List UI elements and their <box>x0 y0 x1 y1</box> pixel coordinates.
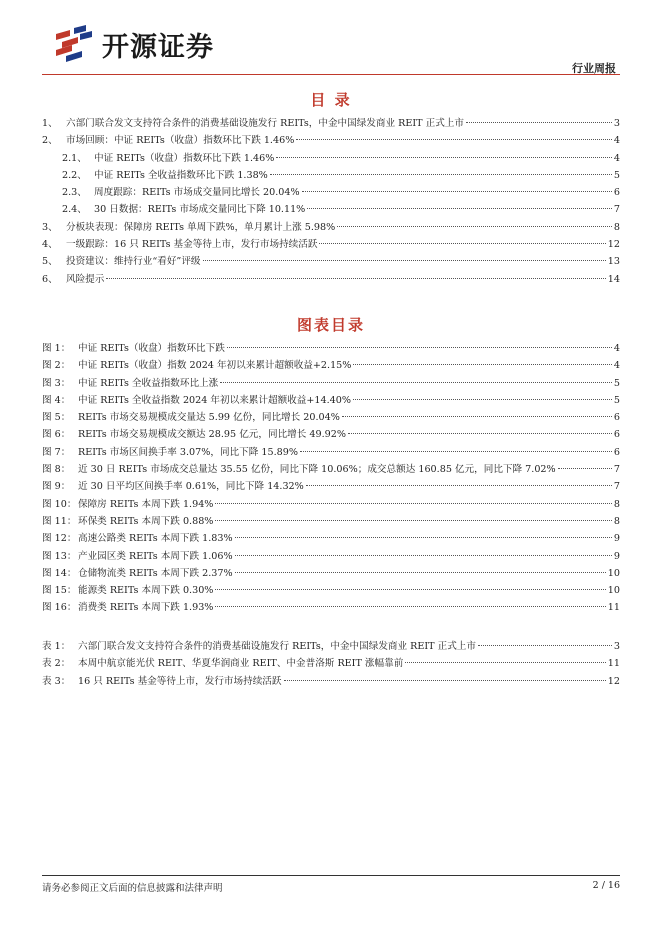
figure-entry-label <box>42 357 351 371</box>
toc-entry[interactable] <box>42 271 620 288</box>
figure-entry-text: 消费类 REITs 本周下跌 1.93% <box>78 602 214 614</box>
figure-entry-page: 8 <box>613 515 620 527</box>
toc-entry-text: 分板块表现：保障房 REITs 单周下跌%，单月累计上涨 5.98% <box>66 221 336 233</box>
figures-title: 图表目录 <box>296 316 365 334</box>
figure-entry-number: 图 5： <box>42 412 71 424</box>
figure-entry-text: 近 30 日 REITs 市场成交总量达 35.55 亿份，同比下降 10.06%；成交总额达 160.85 亿元，同比下降 7.02% <box>78 464 556 476</box>
figure-entry-label <box>42 375 218 389</box>
figure-entry[interactable] <box>42 582 620 599</box>
dot-leader <box>558 468 612 469</box>
figure-entry-page: 11 <box>607 602 620 614</box>
figure-entry[interactable] <box>42 340 620 357</box>
figure-entry-label <box>42 599 213 613</box>
toc-entry-text: 投资建议：维持行业“看好”评级 <box>66 256 201 268</box>
toc-entry-label <box>42 219 335 233</box>
toc-entry-page: 13 <box>607 256 620 268</box>
table-entry-page: 11 <box>607 658 620 670</box>
figures-list <box>42 340 620 617</box>
figure-entry[interactable] <box>42 599 620 616</box>
dot-leader <box>296 139 612 140</box>
toc-entry-text: 中证 REITs 全收益指数环比下跌 1.38% <box>94 169 268 181</box>
dot-leader <box>270 174 612 175</box>
figure-entry-label <box>42 582 213 596</box>
toc-entry-page: 7 <box>613 204 620 216</box>
figure-entry-label <box>42 340 225 354</box>
toc-entry-label <box>42 132 294 146</box>
toc-entry-page: 12 <box>607 239 620 251</box>
figure-entry-text: 保障房 REITs 本周下跌 1.94% <box>78 498 214 510</box>
figure-entry-number: 图 15： <box>42 585 77 597</box>
toc-entry-text: 30 日数据：REITs 市场成交量同比下降 10.11% <box>94 204 306 216</box>
table-entry-number: 表 1： <box>42 641 71 652</box>
toc-entry-page: 4 <box>613 152 620 164</box>
figure-entry-text: 产业园区类 REITs 本周下跌 1.06% <box>78 550 233 562</box>
dot-leader <box>302 191 612 192</box>
figure-entry-label <box>42 565 233 579</box>
brand-logo <box>52 24 214 64</box>
figure-entry-text: REITs 市场交易规模成交量达 5.99 亿份，同比增长 20.04% <box>78 412 340 424</box>
toc-entry-text: 市场回顾：中证 REITs（收盘）指数环比下跌 1.46% <box>66 135 295 147</box>
dot-leader <box>319 243 605 244</box>
figure-entry-label <box>42 548 233 562</box>
toc-entry-page: 8 <box>613 221 620 233</box>
dot-leader <box>220 382 612 383</box>
toc-entry-number: 1、 <box>42 118 58 129</box>
figure-entry-number: 图 9： <box>42 481 71 493</box>
figure-entry-number: 图 10： <box>42 498 77 510</box>
dot-leader <box>227 347 612 348</box>
figure-entry-number: 图 6： <box>42 429 71 441</box>
table-entry-text: 本周中航京能光伏 REIT、华夏华润商业 REIT、中金普洛斯 REIT 涨幅靠前 <box>78 658 404 670</box>
figure-entry-text: 近 30 日平均区间换手率 0.61%，同比下降 14.32% <box>78 481 304 493</box>
toc-entry[interactable] <box>42 132 620 149</box>
toc-entry-number: 2.4、 <box>62 204 87 216</box>
toc-entry[interactable] <box>42 253 620 270</box>
toc-entry-label <box>62 150 274 164</box>
dot-leader <box>284 680 606 681</box>
toc-entry-number: 4、 <box>42 239 58 251</box>
dot-leader <box>215 606 605 607</box>
toc-entry-label <box>42 115 464 129</box>
toc-entry-label <box>62 201 305 215</box>
figure-entry-number: 图 3： <box>42 377 71 389</box>
footer-disclaimer: 请务必参阅正文后面的信息披露和法律声明 <box>42 883 223 894</box>
dot-leader <box>235 555 612 556</box>
toc-entry-text: 周度跟踪：REITs 市场成交量同比增长 20.04% <box>94 187 300 199</box>
figure-entry-page: 6 <box>613 446 620 458</box>
toc-entry-page: 14 <box>607 273 620 285</box>
toc-title: 目 录 <box>310 91 352 109</box>
toc-entry-number: 2.2、 <box>62 169 87 181</box>
table-entry-text: 16 只 REITs 基金等待上市，发行市场持续活跃 <box>78 675 282 687</box>
figure-entry[interactable] <box>42 409 620 426</box>
figure-entry[interactable] <box>42 444 620 461</box>
table-entry[interactable] <box>42 655 620 672</box>
toc-entry[interactable] <box>42 184 620 201</box>
page-number: 2 / 16 <box>592 880 620 891</box>
figure-entry-page: 4 <box>613 343 620 354</box>
toc-entry-label <box>42 271 104 285</box>
toc-entry-text: 六部门联合发文支持符合条件的消费基础设施发行 REITs，中金中国绿发商业 REIT 正式上市 <box>66 118 464 129</box>
figure-entry-number: 图 7： <box>42 446 71 458</box>
figure-entry-label <box>42 513 213 527</box>
figure-entry-label <box>42 409 340 423</box>
figure-entry-text: 中证 REITs（收盘）指数环比下跌 <box>78 343 225 354</box>
figure-entry-number: 图 14： <box>42 567 77 579</box>
dot-leader <box>307 208 612 209</box>
toc-entry-label <box>42 236 317 250</box>
table-entry-label <box>42 638 476 652</box>
figure-entry-number: 图 16： <box>42 602 77 614</box>
toc-entry[interactable] <box>42 236 620 253</box>
toc-entry-text: 风险提示 <box>66 273 105 285</box>
figure-entry-text: 高速公路类 REITs 本周下跌 1.83% <box>78 533 233 545</box>
table-entry-page: 3 <box>613 641 620 652</box>
toc-entry-page: 4 <box>613 135 620 147</box>
report-type-label: 行业周报 <box>572 62 616 75</box>
figure-entry-page: 10 <box>607 585 620 597</box>
figure-entry[interactable] <box>42 426 620 443</box>
dot-leader <box>300 451 612 452</box>
table-entry-text: 六部门联合发文支持符合条件的消费基础设施发行 REITs，中金中国绿发商业 REIT 正式上市 <box>78 641 476 652</box>
figure-entry-text: 环保类 REITs 本周下跌 0.88% <box>78 515 214 527</box>
figure-entry-page: 7 <box>613 481 620 493</box>
figure-entry-page: 7 <box>613 464 620 476</box>
figure-entry-page: 9 <box>613 533 620 545</box>
figure-entry-label <box>42 496 213 510</box>
brand-logo-icon <box>52 24 96 64</box>
figure-entry-page: 10 <box>607 567 620 579</box>
figure-entry-text: 能源类 REITs 本周下跌 0.30% <box>78 585 214 597</box>
dot-leader <box>405 662 605 663</box>
figure-entry-number: 图 12： <box>42 533 77 545</box>
table-entry-label <box>42 673 282 687</box>
dot-leader <box>353 399 612 400</box>
dot-leader <box>203 260 606 261</box>
dot-leader <box>235 572 606 573</box>
toc-entry[interactable] <box>42 150 620 167</box>
toc-entry[interactable] <box>42 167 620 184</box>
figure-entry-label <box>42 478 304 492</box>
figure-entry-number: 图 13： <box>42 550 77 562</box>
figure-entry-number: 图 4： <box>42 394 71 406</box>
figure-entry-label <box>42 444 298 458</box>
dot-leader <box>337 226 612 227</box>
table-entry[interactable] <box>42 638 620 655</box>
figure-entry-text: 中证 REITs（收盘）指数 2024 年初以来累计超额收益+2.15% <box>78 360 352 372</box>
footer-divider <box>42 875 620 876</box>
toc-list <box>42 115 620 288</box>
toc-entry-label <box>62 167 268 181</box>
toc-entry[interactable] <box>42 201 620 218</box>
toc-entry-page: 5 <box>613 169 620 181</box>
toc-entry-number: 2、 <box>42 135 58 147</box>
figure-entry-label <box>42 461 556 475</box>
figure-entry-label <box>42 426 346 440</box>
toc-entry-page: 6 <box>613 187 620 199</box>
figure-entry-page: 9 <box>613 550 620 562</box>
figure-entry-text: 仓储物流类 REITs 本周下跌 2.37% <box>78 567 233 579</box>
dot-leader <box>215 589 605 590</box>
toc-entry-number: 3、 <box>42 221 58 233</box>
figure-entry-page: 6 <box>613 412 620 424</box>
toc-entry-number: 6、 <box>42 273 58 285</box>
dot-leader <box>466 122 612 123</box>
figure-entry-number: 图 2： <box>42 360 71 372</box>
figure-entry-number: 图 1： <box>42 343 71 354</box>
figure-entry-label <box>42 392 351 406</box>
toc-entry-page: 3 <box>613 118 620 129</box>
table-entry-number: 表 3： <box>42 675 71 687</box>
dot-leader <box>353 364 611 365</box>
figure-entry[interactable] <box>42 357 620 374</box>
header-divider <box>42 74 620 75</box>
brand-name: 开源证券 <box>102 31 214 63</box>
dot-leader <box>348 433 612 434</box>
table-entry-label <box>42 655 403 669</box>
dot-leader <box>306 485 612 486</box>
toc-entry-number: 2.1、 <box>62 152 87 164</box>
figure-entry[interactable] <box>42 461 620 478</box>
toc-entry[interactable] <box>42 219 620 236</box>
figure-entry-label <box>42 530 233 544</box>
figure-entry-number: 图 11： <box>42 515 77 527</box>
figure-entry[interactable] <box>42 496 620 513</box>
toc-entry[interactable] <box>42 115 620 132</box>
toc-entry-number: 5、 <box>42 256 58 268</box>
dot-leader <box>106 278 605 279</box>
toc-entry-text: 一级跟踪：16 只 REITs 基金等待上市，发行市场持续活跃 <box>66 239 318 251</box>
figure-entry[interactable] <box>42 375 620 392</box>
figure-entry-page: 4 <box>613 360 620 372</box>
figure-entry-page: 5 <box>613 394 620 406</box>
dot-leader <box>478 645 612 646</box>
toc-entry-number: 2.3、 <box>62 187 87 199</box>
dot-leader <box>215 520 611 521</box>
dot-leader <box>276 157 612 158</box>
dot-leader <box>235 537 612 538</box>
toc-entry-label <box>62 184 300 198</box>
figure-entry[interactable] <box>42 478 620 495</box>
toc-entry-label <box>42 253 201 267</box>
figure-entry-number: 图 8： <box>42 464 71 476</box>
figure-entry-text: 中证 REITs 全收益指数环比上涨 <box>78 377 219 389</box>
figure-entry-page: 8 <box>613 498 620 510</box>
figure-entry-text: 中证 REITs 全收益指数 2024 年初以来累计超额收益+14.40% <box>78 394 351 406</box>
figure-entry[interactable] <box>42 513 620 530</box>
figure-entry-text: REITs 市场区间换手率 3.07%，同比下降 15.89% <box>78 446 298 458</box>
dot-leader <box>215 503 611 504</box>
figure-entry[interactable] <box>42 548 620 565</box>
figure-entry-text: REITs 市场交易规模成交额达 28.95 亿元，同比增长 49.92% <box>78 429 346 441</box>
figure-entry[interactable] <box>42 565 620 582</box>
figure-entry-page: 5 <box>613 377 620 389</box>
dot-leader <box>342 416 612 417</box>
toc-entry-text: 中证 REITs（收盘）指数环比下跌 1.46% <box>94 152 275 164</box>
table-entry-page: 12 <box>607 675 620 687</box>
tables-list <box>42 638 620 690</box>
table-entry-number: 表 2： <box>42 658 71 670</box>
figure-entry[interactable] <box>42 530 620 547</box>
table-entry[interactable] <box>42 673 620 690</box>
figure-entry-page: 6 <box>613 429 620 441</box>
figure-entry[interactable] <box>42 392 620 409</box>
